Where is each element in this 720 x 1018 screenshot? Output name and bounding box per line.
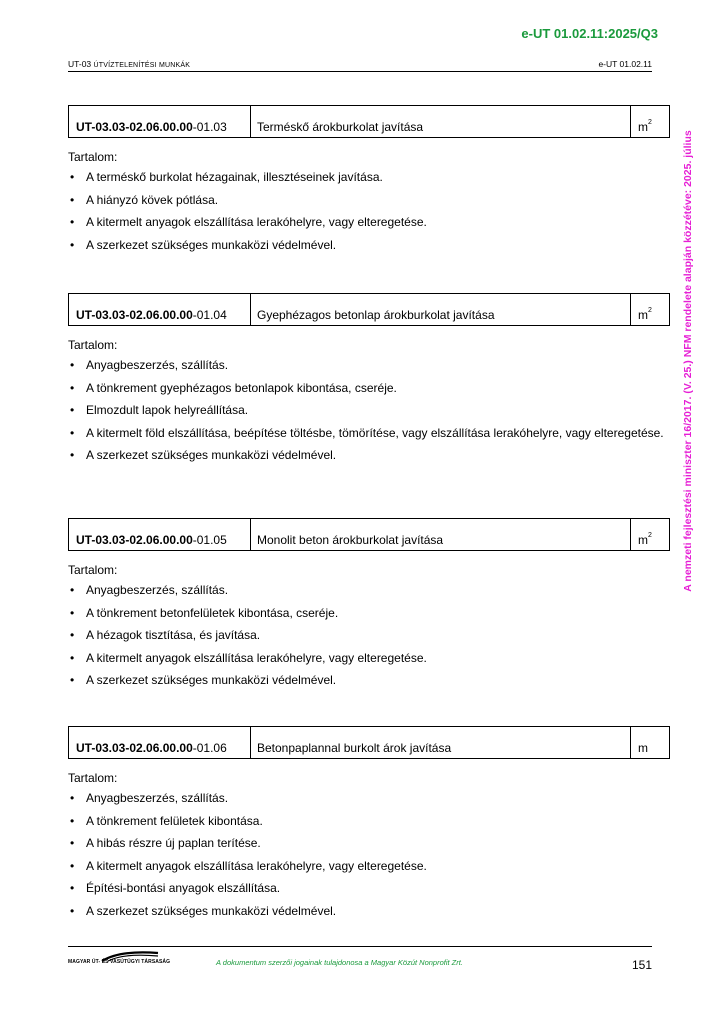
item-code-bold: UT-03.03-02.06.00.00 [76, 741, 193, 755]
item-code-suffix: -01.06 [192, 741, 227, 755]
list-item: • Építési-bontási anyagok elszállítása. [68, 881, 670, 895]
list-item: • A tönkrement betonfelületek kibontása, cseréje. [68, 606, 670, 620]
content-list [68, 583, 670, 687]
list-item: • A hiányzó kövek pótlása. [68, 193, 670, 207]
list-item: • A kitermelt anyagok elszállítása lerakóhelyre, vagy elteregetése. [68, 859, 670, 873]
item-code-suffix: -01.03 [192, 120, 227, 134]
list-item: • A terméskő burkolat hézagainak, illesztéseinek javítása. [68, 170, 670, 184]
item-header-table [68, 105, 670, 138]
side-note-text: A nemzeti fejlesztési miniszter 16/2017. (V. 25.) NFM rendelete alapján közzétéve: 2025. július [682, 130, 694, 592]
item-section [68, 726, 670, 926]
item-code [69, 106, 251, 137]
item-code-bold: UT-03.03-02.06.00.00 [76, 533, 193, 547]
content-list [68, 358, 670, 462]
list-item: • A szerkezet szükséges munkaközi védelmével. [68, 238, 670, 252]
content-label: Tartalom: [68, 338, 118, 352]
item-header-table [68, 518, 670, 551]
list-item: • A kitermelt anyagok elszállítása lerakóhelyre, vagy elteregetése. [68, 215, 670, 229]
item-title: Monolit beton árokburkolat javítása [251, 519, 631, 550]
item-title: Terméskő árokburkolat javítása [251, 106, 631, 137]
footer-divider [68, 946, 652, 947]
item-header-table [68, 293, 670, 326]
list-item: • Anyagbeszerzés, szállítás. [68, 583, 670, 597]
item-unit [631, 106, 669, 137]
item-unit [631, 294, 669, 325]
running-header [68, 58, 652, 72]
content-list [68, 170, 670, 252]
footer-copyright: A dokumentum szerzői jogainak tulajdonosa a Magyar Közút Nonprofit Zrt. [216, 958, 463, 967]
unit-symbol: m [638, 533, 648, 547]
item-section [68, 105, 670, 260]
footer-logo [68, 950, 171, 970]
document-code: e-UT 01.02.11:2025/Q3 [521, 26, 658, 41]
content-list [68, 791, 670, 918]
chapter-heading [68, 59, 190, 69]
content-label: Tartalom: [68, 771, 118, 785]
content-label: Tartalom: [68, 563, 118, 577]
item-code-bold: UT-03.03-02.06.00.00 [76, 308, 193, 322]
unit-exponent: 2 [648, 307, 652, 314]
list-item: • Anyagbeszerzés, szállítás. [68, 791, 670, 805]
list-item: • A tönkrement felületek kibontása. [68, 814, 670, 828]
list-item: • A tönkrement gyephézagos betonlapok kibontása, cseréje. [68, 381, 670, 395]
item-code [69, 294, 251, 325]
list-item: • Elmozdult lapok helyreállítása. [68, 403, 670, 417]
item-code-suffix: -01.05 [192, 533, 227, 547]
list-item: • A hézagok tisztítása, és javítása. [68, 628, 670, 642]
unit-exponent: 2 [648, 119, 652, 126]
list-item: • A szerkezet szükséges munkaközi védelmével. [68, 904, 670, 918]
content-label: Tartalom: [68, 150, 118, 164]
item-unit [631, 519, 669, 550]
list-item: • A szerkezet szükséges munkaközi védelmével. [68, 673, 670, 687]
header-reference: e-UT 01.02.11 [598, 59, 652, 69]
chapter-title: ÚTVÍZTELENÍTÉSI MUNKÁK [93, 62, 191, 69]
list-item: • A kitermelt anyagok elszállítása lerakóhelyre, vagy elteregetése. [68, 651, 670, 665]
page-number: 151 [631, 958, 652, 972]
unit-symbol: m [638, 120, 648, 134]
item-code [69, 727, 251, 758]
chapter-prefix: UT-03 [68, 59, 92, 69]
item-code [69, 519, 251, 550]
item-header-table [68, 726, 670, 759]
logo-text: MAGYAR ÚT- ÉS VASÚTÜGYI TÁRSASÁG [68, 959, 171, 965]
item-title: Gyephézagos betonlap árokburkolat javítása [251, 294, 631, 325]
item-code-suffix: -01.04 [192, 308, 227, 322]
side-publication-note [684, 96, 692, 626]
item-unit [631, 727, 669, 758]
item-section [68, 518, 670, 696]
unit-symbol: m [638, 741, 648, 755]
list-item: • A hibás részre új paplan terítése. [68, 836, 670, 850]
list-item: • A szerkezet szükséges munkaközi védelmével. [68, 448, 670, 462]
item-title: Betonpaplannal burkolt árok javítása [251, 727, 631, 758]
item-code-bold: UT-03.03-02.06.00.00 [76, 120, 193, 134]
list-item: • A kitermelt föld elszállítása, beépítése töltésbe, tömörítése, vagy elszállítása lerakóhelyre, vagy elteregetése. [68, 426, 670, 440]
item-section [68, 293, 670, 471]
list-item: • Anyagbeszerzés, szállítás. [68, 358, 670, 372]
unit-symbol: m [638, 308, 648, 322]
unit-exponent: 2 [648, 532, 652, 539]
